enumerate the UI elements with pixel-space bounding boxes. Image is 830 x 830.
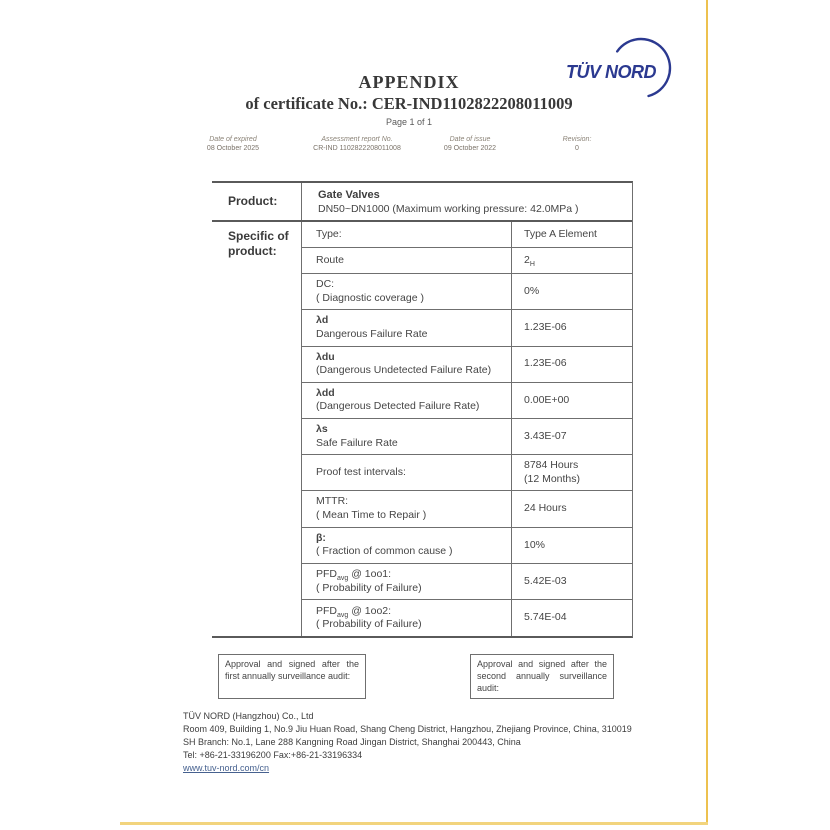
row-value-line: 0% xyxy=(524,284,540,297)
row-value-line: 3.43E-07 xyxy=(524,429,567,442)
footer-address-2: SH Branch: No.1, Lane 288 Kangning Road Jingan District, Shanghai 200443, China xyxy=(183,737,521,747)
row-value-line: 10% xyxy=(524,538,546,551)
spec-rows xyxy=(302,222,632,636)
spec-row xyxy=(302,419,632,455)
row-label-line: Dangerous Failure Rate xyxy=(316,327,428,340)
row-label-line: Safe Failure Rate xyxy=(316,436,398,449)
row-label-line: β: xyxy=(316,531,326,544)
row-value xyxy=(512,491,632,526)
footer-company: TÜV NORD (Hangzhou) Co., Ltd xyxy=(183,711,314,721)
row-label-line: Route xyxy=(316,253,345,266)
meta-label: Date of issue xyxy=(449,136,491,143)
row-value-line: 8784 Hours xyxy=(524,459,579,472)
row-value xyxy=(512,564,632,599)
document-header xyxy=(0,72,818,127)
row-label xyxy=(302,248,512,273)
spec-row xyxy=(302,528,632,564)
row-label xyxy=(302,347,512,382)
logo-wordmark: TÜV NORD xyxy=(566,62,656,82)
meta-label: Revision: xyxy=(562,136,592,143)
row-label-line: (Dangerous Detected Failure Rate) xyxy=(316,400,480,413)
row-label xyxy=(302,310,512,345)
row-label-line: ( Diagnostic coverage ) xyxy=(316,291,424,304)
row-label-line: $PFD_{avg}$ @ 1oo2: xyxy=(316,604,392,619)
row-label-line: λdu xyxy=(316,350,335,363)
row-value xyxy=(512,222,632,247)
spec-row xyxy=(302,491,632,527)
row-label xyxy=(302,455,512,490)
certificate-number: of certificate No.: CER-IND1102822208011009 xyxy=(245,94,573,113)
row-label-line: $PFD_{avg}$ @ 1oo1: xyxy=(316,567,392,583)
row-value-line: (12 Months) xyxy=(524,472,581,485)
row-label xyxy=(302,528,512,563)
meta-value: CR-IND 1102822208011008 xyxy=(313,144,401,152)
row-label xyxy=(302,491,512,526)
subscript-text: H xyxy=(529,260,535,268)
meta-value: 0 xyxy=(575,144,579,152)
approval-box-second: Approval and signed after the second annually surveillance audit: xyxy=(470,654,614,699)
page-indicator: Page 1 of 1 xyxy=(385,117,433,127)
meta-value: 08 October 2025 xyxy=(206,144,260,152)
row-value xyxy=(512,248,632,273)
spec-row xyxy=(302,347,632,383)
row-value xyxy=(512,600,632,636)
row-label xyxy=(302,222,512,247)
row-label xyxy=(302,564,512,599)
row-value-line: Type A Element xyxy=(524,227,597,240)
product-table xyxy=(212,181,633,638)
spec-row xyxy=(302,383,632,419)
row-label-line: λs xyxy=(316,423,328,436)
row-value xyxy=(512,528,632,563)
row-label-line: DC: xyxy=(316,278,335,290)
row-value-line: 5.42E-03 xyxy=(524,574,567,587)
row-label-line: ( Probability of Failure) xyxy=(316,581,422,594)
row-label-line: λdd xyxy=(316,386,335,399)
row-value xyxy=(512,347,632,382)
row-value-line: 1.23E-06 xyxy=(524,321,567,334)
row-label-line: Proof test intervals: xyxy=(316,466,406,479)
meta-row xyxy=(0,136,830,158)
spec-row xyxy=(302,455,632,491)
meta-label: Date of expired xyxy=(209,136,257,143)
row-label xyxy=(302,419,512,454)
row-value xyxy=(512,310,632,345)
meta-item xyxy=(163,136,303,153)
page-title: APPENDIX xyxy=(358,72,460,92)
footer-website-link[interactable]: www.tuv-nord.com/cn xyxy=(183,763,270,773)
row-value-line: $2_H$ xyxy=(524,253,535,268)
row-value xyxy=(512,419,632,454)
product-row-label: Product: xyxy=(212,183,302,220)
row-label xyxy=(302,383,512,418)
spec-row xyxy=(302,248,632,274)
row-value-line: 0.00E+00 xyxy=(524,393,570,406)
row-label-line: λd xyxy=(316,314,329,327)
product-name: Gate Valves xyxy=(318,188,380,201)
product-content xyxy=(302,183,632,220)
meta-item xyxy=(507,136,647,153)
specific-section xyxy=(212,222,632,636)
row-label-line: ( Mean Time to Repair ) xyxy=(316,509,427,522)
row-label xyxy=(302,274,512,309)
spec-row xyxy=(302,600,632,636)
row-value-line: 5.74E-04 xyxy=(524,611,567,624)
row-value xyxy=(512,274,632,309)
footer-tel-fax: Tel: +86-21-33196200 Fax:+86-21-33196334 xyxy=(183,750,363,760)
footer xyxy=(183,710,632,775)
scan-edge-bottom xyxy=(120,822,708,825)
row-label xyxy=(302,600,512,636)
row-value-line: 1.23E-06 xyxy=(524,357,567,370)
subscript-text: avg xyxy=(337,611,349,619)
spec-row xyxy=(302,274,632,310)
row-value xyxy=(512,383,632,418)
row-label-line: ( Fraction of common cause ) xyxy=(316,545,453,558)
spec-row xyxy=(302,310,632,346)
row-label-line: ( Probability of Failure) xyxy=(316,618,422,631)
row-label-line: MTTR: xyxy=(316,495,349,508)
footer-address-1: Room 409, Building 1, No.9 Jiu Huan Road, Shang Cheng District, Hangzhou, Zhejiang Province, China, 310019 xyxy=(183,724,632,734)
row-label-line: (Dangerous Undetected Failure Rate) xyxy=(316,364,492,377)
product-row xyxy=(212,183,632,222)
product-description: DN50~DN1000 (Maximum working pressure: 42.0MPa ) xyxy=(318,202,579,215)
approval-box-first: Approval and signed after the first annually surveillance audit: xyxy=(218,654,366,699)
row-value xyxy=(512,455,632,490)
subscript-text: avg xyxy=(337,575,349,583)
row-label-line: Type: xyxy=(316,227,342,240)
meta-value: 09 October 2022 xyxy=(443,144,497,152)
row-value-line: 24 Hours xyxy=(524,502,567,515)
spec-row xyxy=(302,222,632,248)
spec-row xyxy=(302,564,632,600)
meta-label: Assessment report No. xyxy=(321,136,393,143)
specific-row-label: Specific of product: xyxy=(212,222,302,636)
